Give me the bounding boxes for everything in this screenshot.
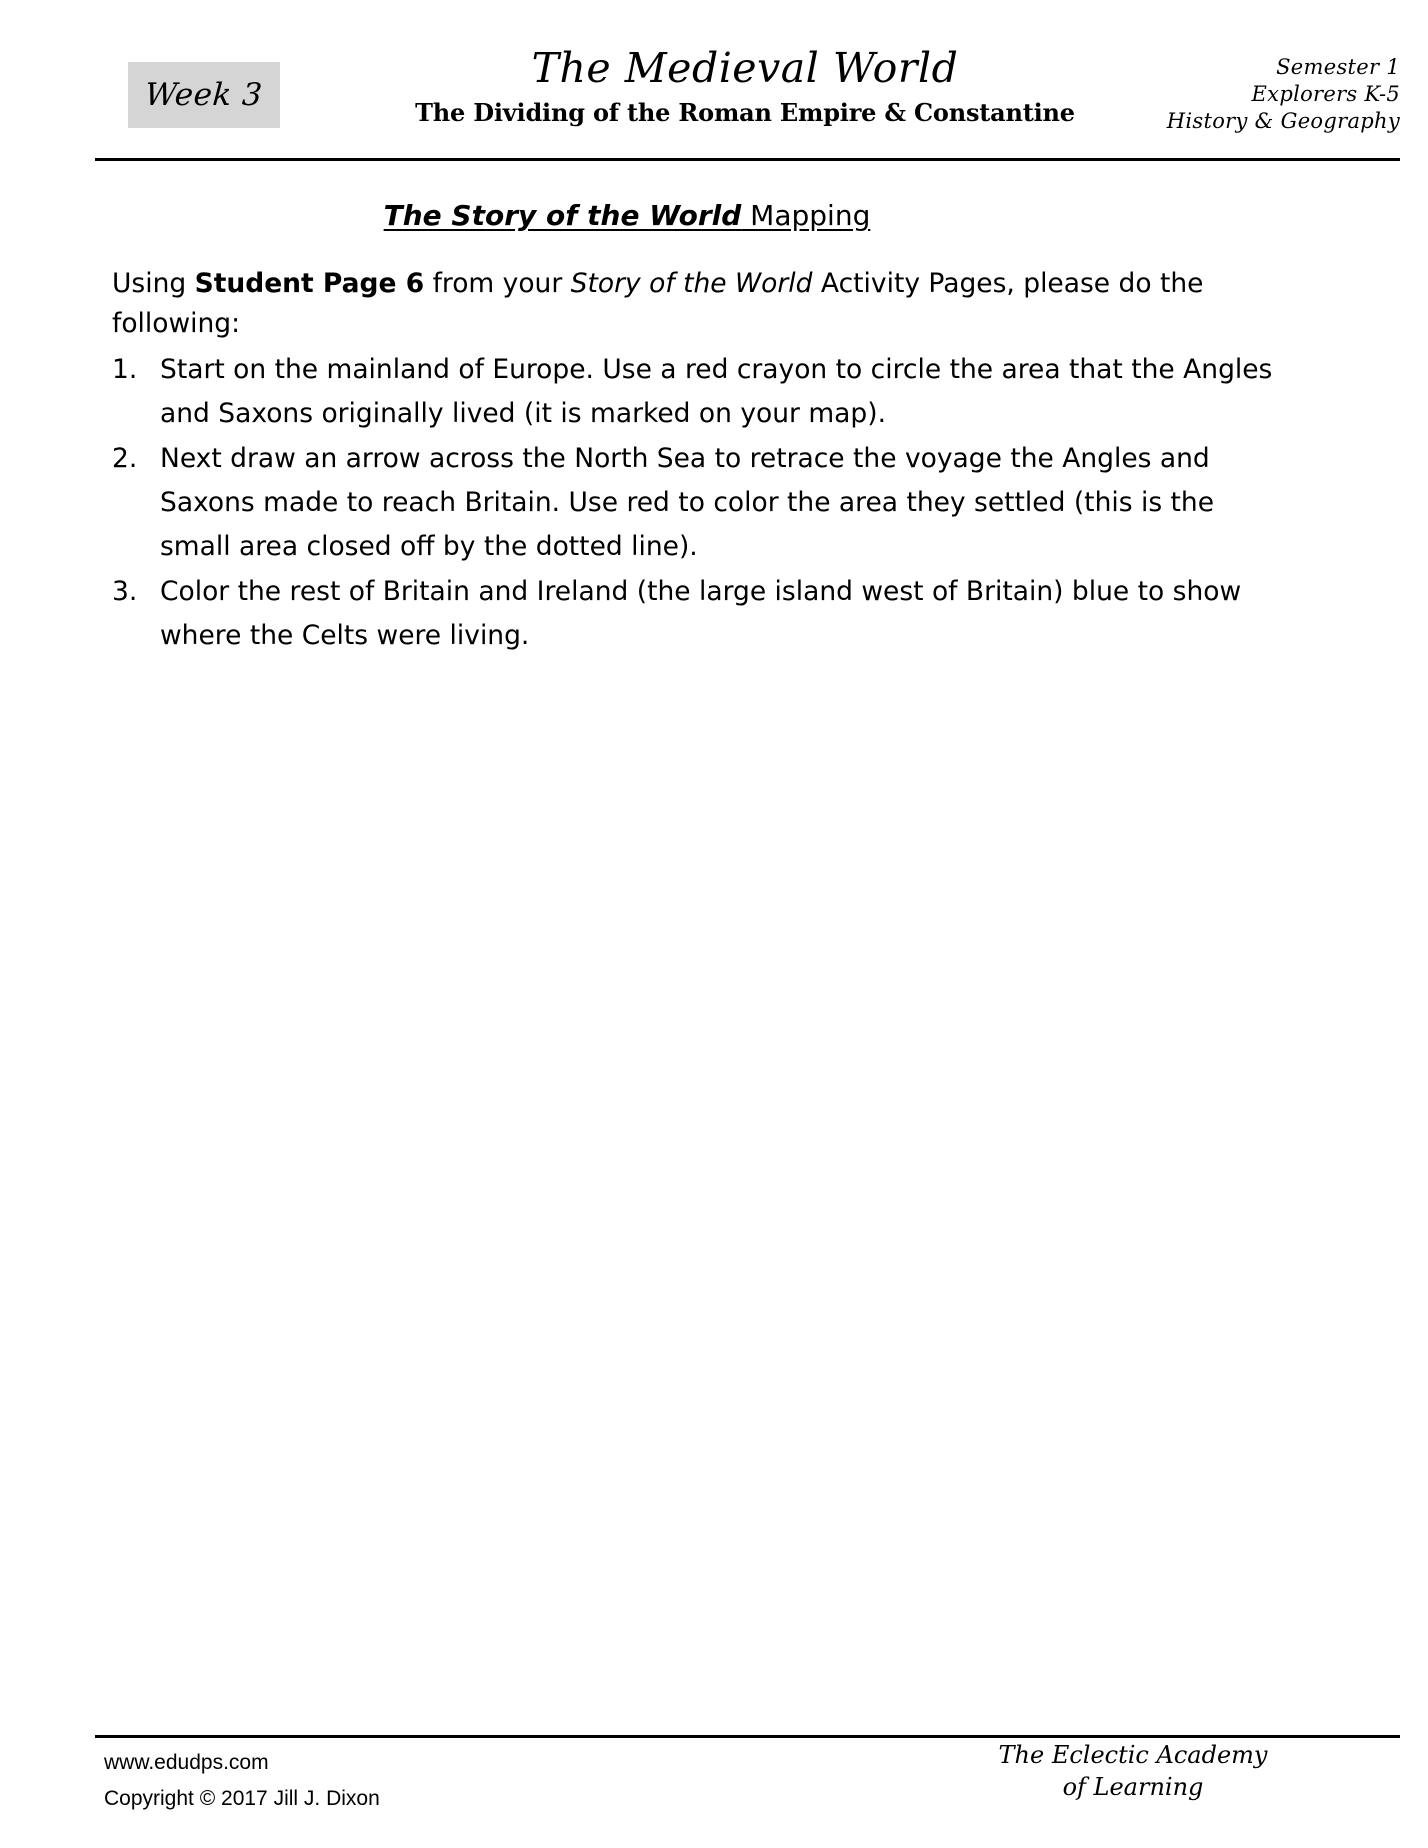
- header-divider: [95, 158, 1400, 161]
- task-text: Next draw an arrow across the North Sea to retrace the voyage the Angles and Saxons made to reach Britain. Use red to color the area they settled (this is the small area closed off by the dotted line).: [160, 443, 1215, 562]
- intro-paragraph: [112, 264, 1292, 344]
- title-block: [365, 40, 1125, 130]
- task-text: Color the rest of Britain and Ireland (the large island west of Britain) blue to show where the Celts were living.: [160, 576, 1242, 651]
- list-item: [112, 437, 1292, 569]
- worksheet-content: [112, 196, 1402, 659]
- course-info: [1070, 54, 1400, 135]
- footer-divider: [95, 1735, 1400, 1738]
- intro-text-2: from your: [424, 268, 571, 299]
- intro-book-title: Story of the World: [570, 268, 813, 299]
- website-url[interactable]: www.edudps.com: [104, 1751, 269, 1774]
- intro-student-page: Student Page 6: [194, 268, 425, 299]
- section-heading: [112, 196, 1142, 236]
- week-badge-label: Week 3: [144, 76, 264, 113]
- publisher-mark: [933, 1739, 1333, 1803]
- section-heading-title: The Story of the World: [383, 199, 742, 232]
- course-semester: Semester 1: [1276, 55, 1400, 79]
- footer-left: [104, 1745, 380, 1817]
- page-subtitle: The Dividing of the Roman Empire & Constantine: [415, 98, 1075, 127]
- publisher-name-line-1: The Eclectic Academy: [998, 1741, 1268, 1769]
- list-item: [112, 348, 1292, 436]
- page-header: [95, 40, 1400, 160]
- task-number: 1.: [112, 354, 138, 385]
- page-title: The Medieval World: [531, 44, 959, 92]
- list-item: [112, 570, 1292, 658]
- course-subject: History & Geography: [1166, 109, 1400, 133]
- intro-text-1: Using: [112, 268, 195, 299]
- course-level: Explorers K-5: [1251, 82, 1400, 106]
- task-number: 2.: [112, 443, 138, 474]
- task-text: Start on the mainland of Europe. Use a red crayon to circle the area that the Angles and Saxons originally lived (it is marked on your map).: [160, 354, 1273, 429]
- task-list: [112, 348, 1292, 658]
- copyright-notice: Copyright © 2017 Jill J. Dixon: [104, 1787, 380, 1810]
- publisher-name-line-2: of Learning: [1062, 1773, 1204, 1801]
- week-badge: [128, 62, 280, 128]
- section-heading-suffix: Mapping: [741, 199, 871, 232]
- intro-text-3: Activity Pages, please do the following:: [112, 268, 1204, 339]
- task-number: 3.: [112, 576, 138, 607]
